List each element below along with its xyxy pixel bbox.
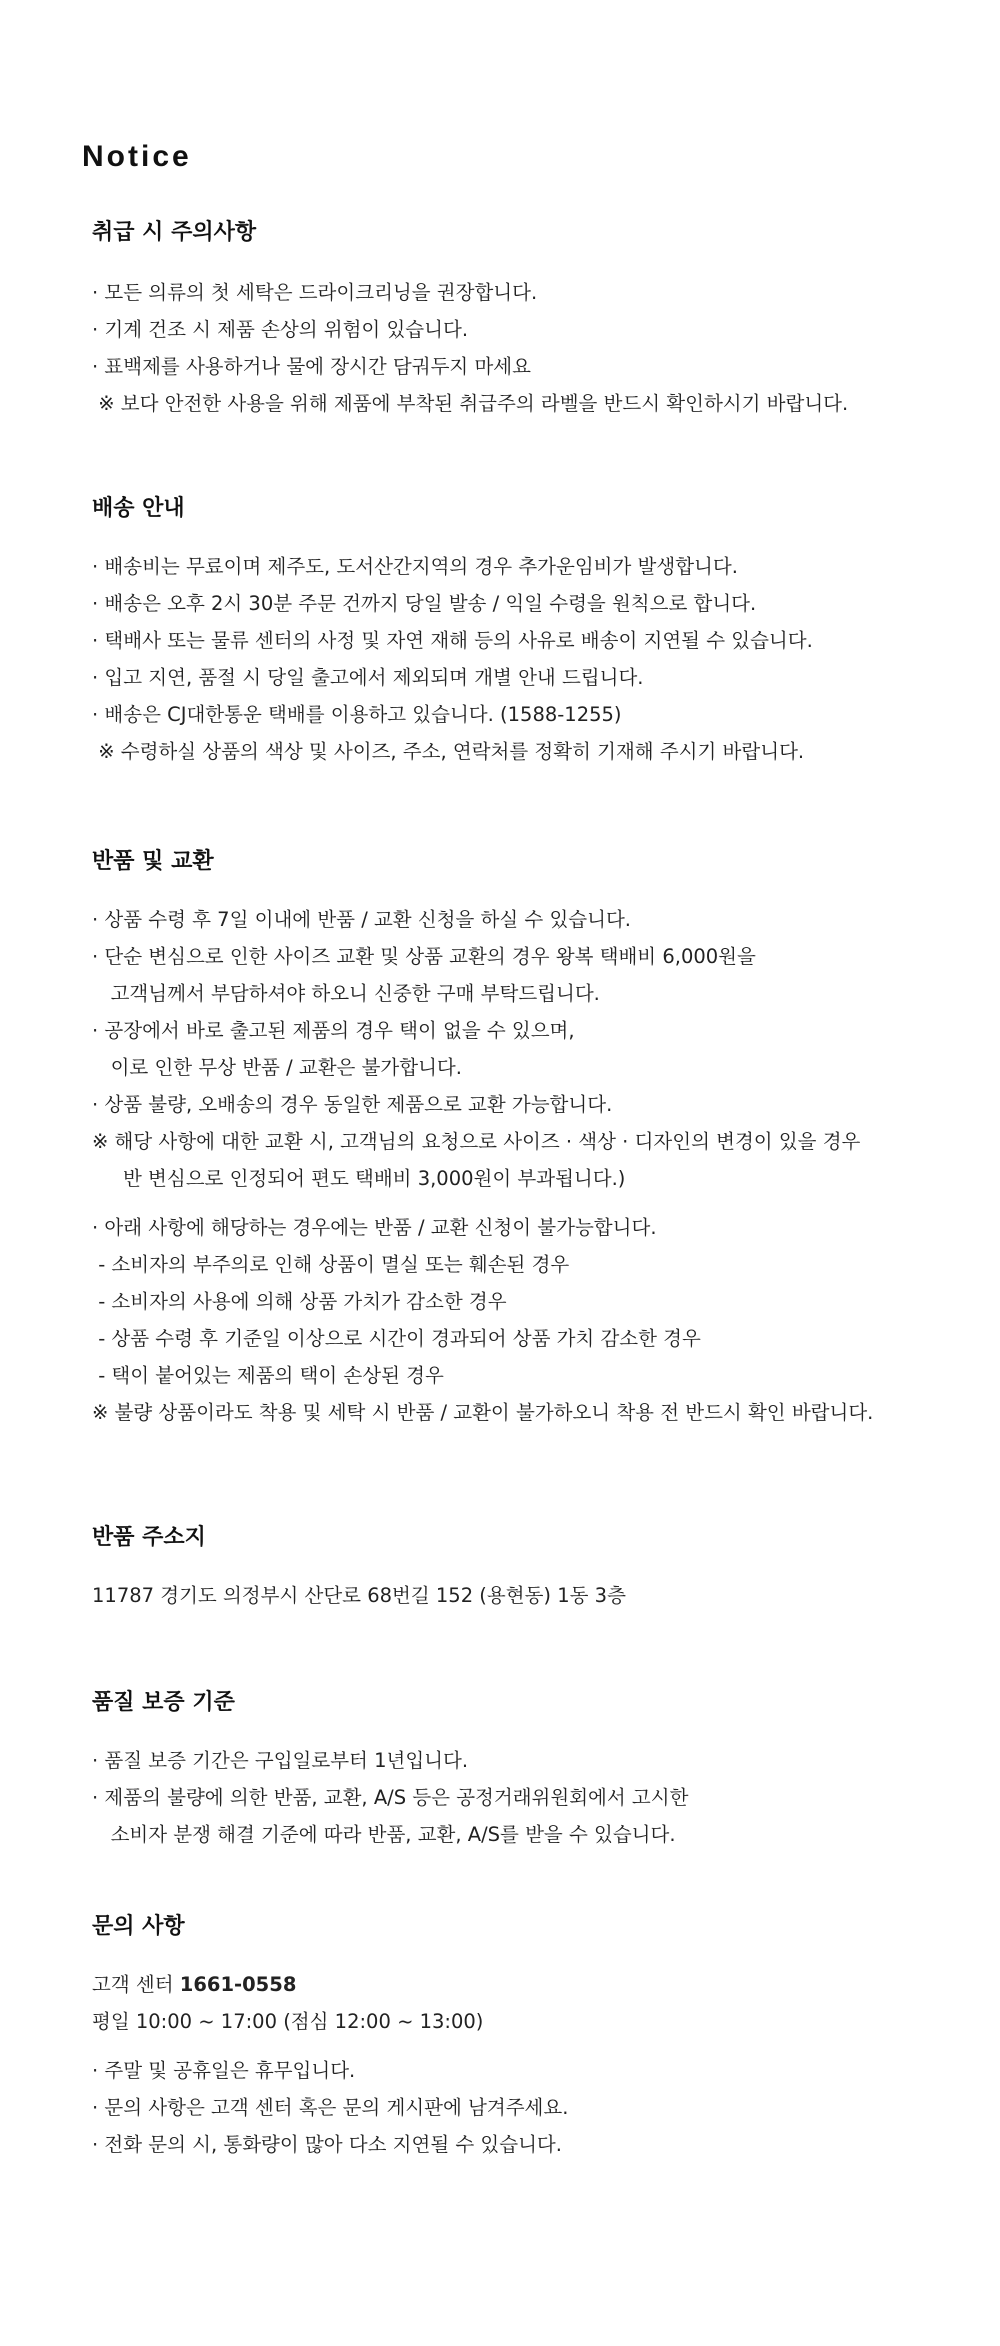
list-item: · 배송은 CJ대한통운 택배를 이용하고 있습니다. (1588-1255) [92, 703, 622, 726]
care-list [92, 274, 972, 422]
business-hours: 평일 10:00 ~ 17:00 (점심 12:00 ~ 13:00) [92, 2010, 484, 2033]
return-address-section [92, 1523, 972, 1614]
list-item: ※ 해당 사항에 대한 교환 시, 고객님의 요청으로 사이즈 · 색상 · 디자인의 변경이 있을 경우 [92, 1130, 861, 1153]
return-address: 11787 경기도 의정부시 산단로 68번길 152 (용현동) 1동 3층 [92, 1584, 626, 1607]
list-item: 고객님께서 부담하셔야 하오니 신중한 구매 부탁드립니다. [92, 982, 600, 1005]
list-item: · 아래 사항에 해당하는 경우에는 반품 / 교환 신청이 불가능합니다. [92, 1216, 657, 1239]
list-item: · 배송은 오후 2시 30분 주문 건까지 당일 발송 / 익일 수령을 원칙으로 합니다. [92, 592, 757, 615]
section-heading: 문의 사항 [92, 1914, 185, 1939]
section-heading: 취급 시 주의사항 [92, 220, 257, 245]
list-item: ※ 불량 상품이라도 착용 및 세탁 시 반품 / 교환이 불가하오니 착용 전 반드시 확인 바랍니다. [92, 1401, 874, 1424]
list-item: · 주말 및 공휴일은 휴무입니다. [92, 2059, 356, 2082]
list-item: · 모든 의류의 첫 세탁은 드라이크리닝을 권장합니다. [92, 281, 538, 304]
customer-center-label: 고객 센터 [92, 1973, 180, 1996]
page-title: Notice [82, 140, 192, 173]
list-item: · 전화 문의 시, 통화량이 많아 다소 지연될 수 있습니다. [92, 2133, 562, 2156]
shipping-section [92, 494, 972, 770]
list-item: · 택배사 또는 물류 센터의 사정 및 자연 재해 등의 사유로 배송이 지연될 수 있습니다. [92, 629, 813, 652]
list-item: · 기계 건조 시 제품 손상의 위험이 있습니다. [92, 318, 469, 341]
list-item: - 택이 붙어있는 제품의 택이 손상된 경우 [92, 1364, 444, 1387]
list-item: · 상품 불량, 오배송의 경우 동일한 제품으로 교환 가능합니다. [92, 1093, 613, 1116]
list-item: · 입고 지연, 품절 시 당일 출고에서 제외되며 개별 안내 드립니다. [92, 666, 644, 689]
list-item: · 문의 사항은 고객 센터 혹은 문의 게시판에 남겨주세요. [92, 2096, 569, 2119]
warranty-list [92, 1742, 972, 1853]
list-item: · 표백제를 사용하거나 물에 장시간 담궈두지 마세요 [92, 355, 531, 378]
list-item: · 상품 수령 후 7일 이내에 반품 / 교환 신청을 하실 수 있습니다. [92, 908, 632, 931]
list-item: 소비자 분쟁 해결 기준에 따라 반품, 교환, A/S를 받을 수 있습니다. [92, 1823, 676, 1846]
warranty-section [92, 1688, 972, 1853]
section-heading: 반품 주소지 [92, 1525, 206, 1550]
list-item: - 상품 수령 후 기준일 이상으로 시간이 경과되어 상품 가치 감소한 경우 [92, 1327, 701, 1350]
section-heading: 반품 및 교환 [92, 849, 214, 874]
section-heading: 배송 안내 [92, 496, 185, 521]
shipping-list [92, 548, 972, 770]
list-item: · 단순 변심으로 인한 사이즈 교환 및 상품 교환의 경우 왕복 택배비 6,000원을 [92, 945, 756, 968]
list-item: - 소비자의 부주의로 인해 상품이 멸실 또는 훼손된 경우 [92, 1253, 570, 1276]
list-item: · 공장에서 바로 출고된 제품의 경우 택이 없을 수 있으며, [92, 1019, 575, 1042]
returns-exceptions-list [92, 1209, 972, 1431]
care-section [92, 218, 972, 422]
section-heading: 품질 보증 기준 [92, 1690, 235, 1715]
customer-center [92, 1966, 972, 2003]
list-item: 이로 인한 무상 반품 / 교환은 불가합니다. [92, 1056, 462, 1079]
list-item: · 품질 보증 기간은 구입일로부터 1년입니다. [92, 1749, 469, 1772]
returns-section [92, 847, 972, 1431]
list-item: ※ 보다 안전한 사용을 위해 제품에 부착된 취급주의 라벨을 반드시 확인하시기 바랍니다. [92, 392, 849, 415]
list-item: 반 변심으로 인정되어 편도 택배비 3,000원이 부과됩니다.) [92, 1167, 626, 1190]
inquiry-list [92, 2052, 972, 2163]
return-address-list [92, 1577, 972, 1614]
customer-center-phone: 1661-0558 [179, 1973, 297, 1996]
returns-list [92, 901, 972, 1197]
list-item: - 소비자의 사용에 의해 상품 가치가 감소한 경우 [92, 1290, 507, 1313]
list-item: ※ 수령하실 상품의 색상 및 사이즈, 주소, 연락처를 정확히 기재해 주시기 바랍니다. [92, 740, 805, 763]
inquiry-section [92, 1912, 972, 2163]
inquiry-contact [92, 1966, 972, 2040]
list-item: · 배송비는 무료이며 제주도, 도서산간지역의 경우 추가운임비가 발생합니다. [92, 555, 738, 578]
list-item: · 제품의 불량에 의한 반품, 교환, A/S 등은 공정거래위원회에서 고시한 [92, 1786, 689, 1809]
